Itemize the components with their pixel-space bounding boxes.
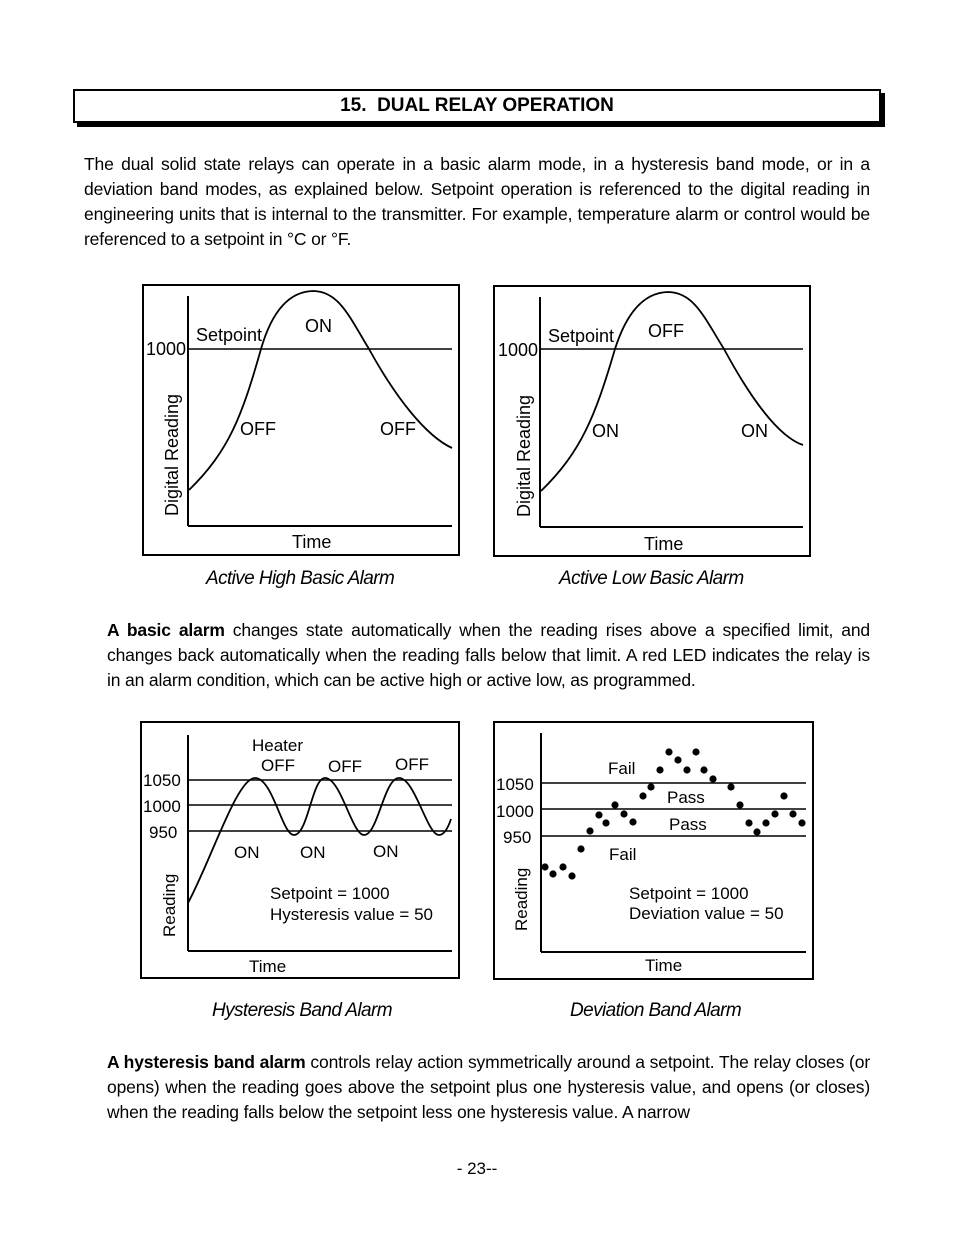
deviation-text: Deviation value = 50: [629, 904, 784, 923]
tick-lower: 950: [149, 823, 178, 842]
on-label-3: ON: [373, 842, 399, 861]
off-label-3: OFF: [395, 755, 429, 774]
on-label-2: ON: [300, 843, 326, 862]
setpoint-value: 1000: [498, 340, 539, 360]
caption-active-low: Active Low Basic Alarm: [559, 568, 744, 589]
off-label-1: OFF: [261, 756, 295, 775]
tick-lower: 950: [503, 828, 532, 847]
section-title-text: DUAL RELAY OPERATION: [377, 95, 614, 116]
deviation-diagram: [495, 723, 812, 978]
basic-alarm-text: changes state automatically when the reading rises above a specified limit, and changes back automatically when the reading falls below that limit. A red LED indicates the relay is in an alarm condition, which can be active high or active low, as programmed.: [107, 620, 870, 690]
fail-lower-label: Fail: [609, 845, 637, 864]
heater-label: Heater: [252, 736, 304, 755]
setpoint-label: Setpoint: [196, 325, 263, 345]
tick-upper: 1050: [496, 775, 534, 794]
intro-paragraph: The dual solid state relays can operate in a basic alarm mode, in a hysteresis band mode, or in a deviation band modes, as explained below. Setpoint operation is referenced to the digital reading in engineering units that is internal to the transmitter. For example, temperature alarm or control would be referenced to a setpoint in °C or °F.: [84, 154, 870, 249]
active-low-diagram: [495, 287, 809, 555]
section-header: [73, 89, 881, 123]
on-label-1: ON: [234, 843, 260, 862]
caption-active-high: Active High Basic Alarm: [206, 568, 395, 589]
figure-hysteresis: [140, 721, 460, 979]
top-state-label: OFF: [648, 321, 684, 341]
x-axis-label: Time: [249, 957, 287, 976]
page-number: - 23--: [456, 1159, 498, 1178]
setpoint-text: Setpoint = 1000: [270, 884, 390, 903]
y-axis-label: Digital Reading: [514, 394, 534, 517]
x-axis-label: Time: [644, 534, 684, 554]
hysteresis-text: Hysteresis value = 50: [270, 905, 433, 924]
x-axis-label: Time: [292, 532, 332, 552]
y-axis-label: Reading: [512, 867, 531, 931]
setpoint-value: 1000: [146, 339, 187, 359]
fail-upper-label: Fail: [608, 759, 636, 778]
setpoint-text: Setpoint = 1000: [629, 884, 749, 903]
y-axis-label: Reading: [160, 873, 179, 937]
tick-setpoint: 1000: [143, 797, 181, 816]
caption-deviation: Deviation Band Alarm: [570, 1000, 742, 1021]
off-label-2: OFF: [328, 757, 362, 776]
section-number: 15.: [340, 95, 367, 116]
section-title: [75, 95, 879, 117]
basic-alarm-paragraph: [107, 618, 870, 693]
hysteresis-alarm-paragraph: [107, 1050, 870, 1125]
figure-active-low: [493, 285, 811, 557]
right-state-label: ON: [741, 421, 768, 441]
caption-hysteresis: Hysteresis Band Alarm: [212, 1000, 392, 1021]
hysteresis-diagram: [142, 723, 458, 977]
setpoint-label: Setpoint: [548, 326, 615, 346]
right-state-label: OFF: [380, 419, 416, 439]
hysteresis-alarm-text: controls relay action symmetrically around a setpoint. The relay closes (or opens) when the reading goes above the setpoint plus one hysteresis value, and opens (or closes) when the reading falls below the setpoint less one hysteresis value. A narrow: [107, 1052, 870, 1122]
hysteresis-alarm-term: A hysteresis band alarm: [107, 1052, 306, 1072]
pass-lower-label: Pass: [669, 815, 707, 834]
basic-alarm-term: A basic alarm: [107, 620, 225, 640]
left-state-label: ON: [592, 421, 619, 441]
left-state-label: OFF: [240, 419, 276, 439]
figure-deviation: [493, 721, 814, 980]
y-axis-label: Digital Reading: [162, 393, 182, 516]
figure-active-high: [142, 284, 460, 556]
reading-dots: [541, 748, 805, 879]
active-high-diagram: [144, 286, 458, 554]
pass-upper-label: Pass: [667, 788, 705, 807]
x-axis-label: Time: [645, 956, 683, 975]
tick-upper: 1050: [143, 771, 181, 790]
top-state-label: ON: [305, 316, 332, 336]
tick-setpoint: 1000: [496, 802, 534, 821]
